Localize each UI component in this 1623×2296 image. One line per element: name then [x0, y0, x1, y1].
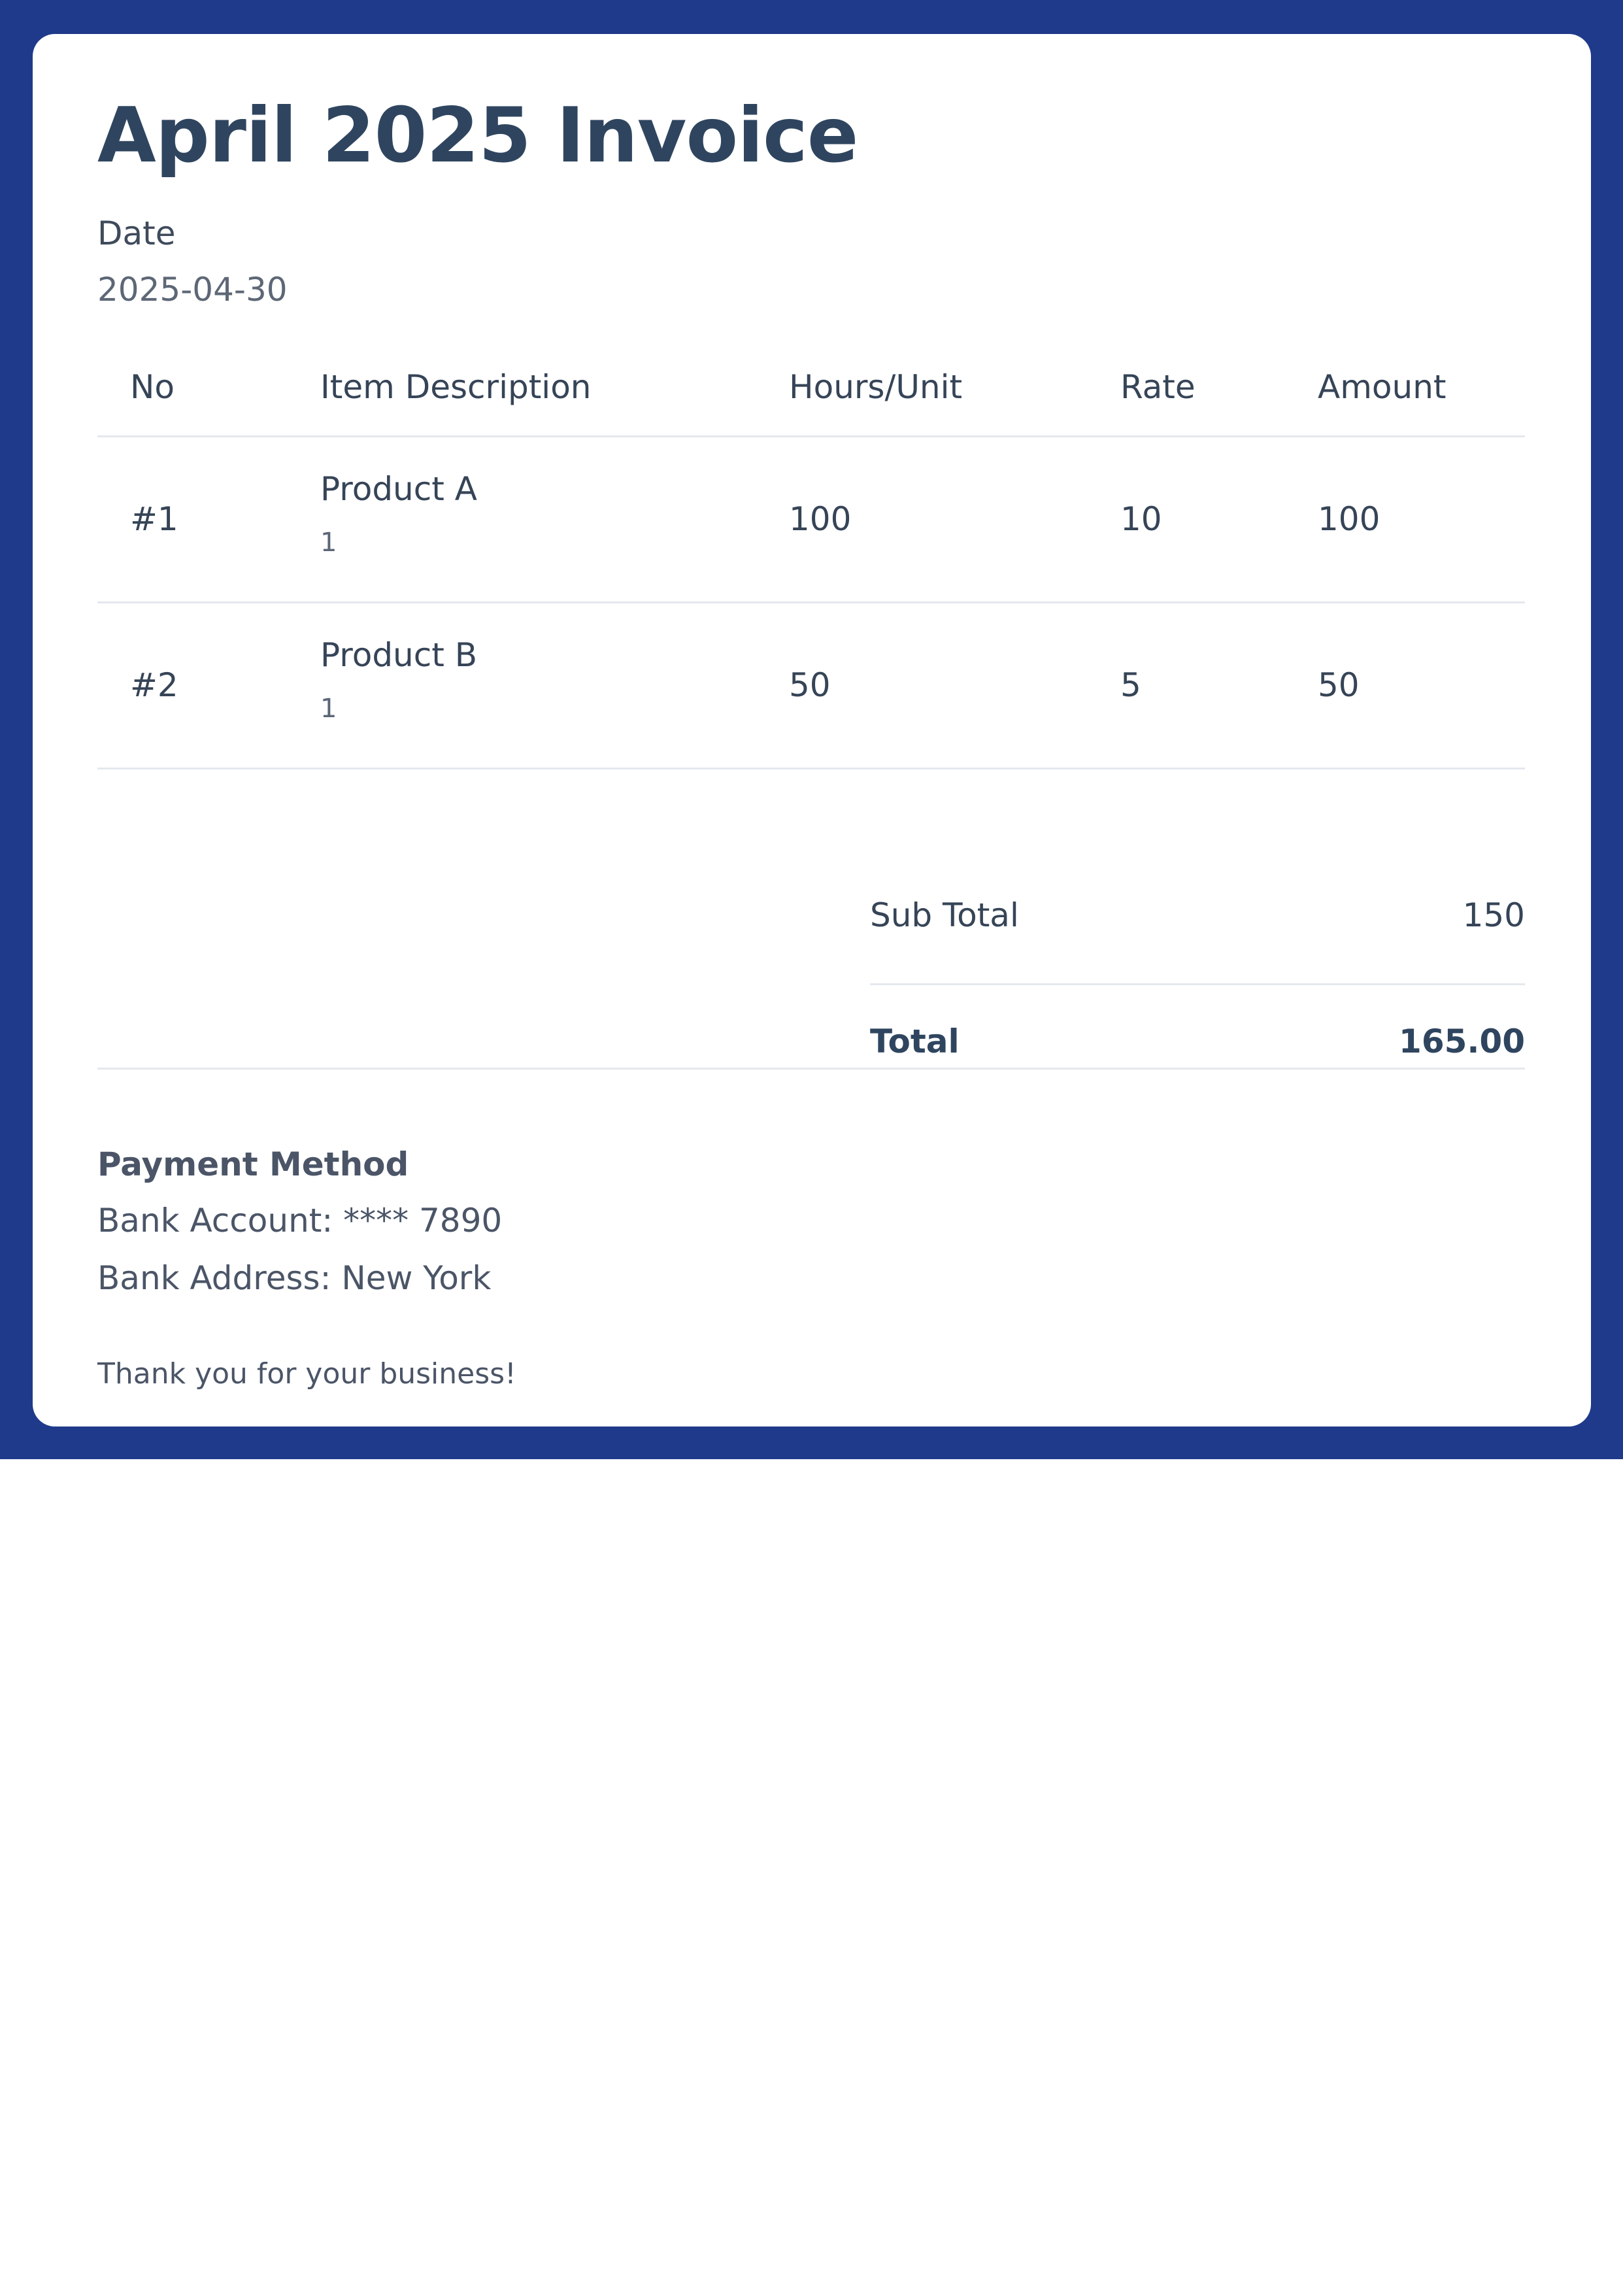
total-value: 165.00: [1399, 1022, 1525, 1060]
total-label: Total: [870, 1022, 960, 1060]
table-row: [97, 437, 1525, 603]
table-row: [97, 603, 1525, 769]
header-amount: Amount: [1318, 368, 1447, 406]
header-rate: Rate: [1120, 368, 1196, 406]
invoice-title: April 2025 Invoice: [97, 92, 858, 180]
item-detail: 1: [320, 528, 337, 558]
item-hours: 100: [789, 500, 852, 538]
totals-section: [97, 802, 1525, 1070]
subtotal-value: 150: [1462, 896, 1525, 934]
invoice-card: [33, 34, 1591, 1427]
bank-account: Bank Account: **** 7890: [97, 1202, 503, 1240]
item-name: Product B: [320, 636, 478, 674]
item-detail: 1: [320, 694, 337, 724]
header-hours-unit: Hours/Unit: [789, 368, 963, 406]
subtotal-label: Sub Total: [870, 896, 1019, 934]
header-no: No: [130, 368, 175, 406]
payment-method-title: Payment Method: [97, 1145, 409, 1183]
header-item-description: Item Description: [320, 368, 592, 406]
row-number: #2: [130, 666, 178, 704]
item-hours: 50: [789, 666, 831, 704]
invoice-table: [97, 341, 1525, 769]
bank-address: Bank Address: New York: [97, 1259, 492, 1297]
total-row: [870, 985, 1525, 1068]
item-rate: 10: [1120, 500, 1162, 538]
row-number: #1: [130, 500, 178, 538]
table-header-row: [97, 341, 1525, 437]
item-name: Product A: [320, 470, 477, 508]
item-amount: 50: [1318, 666, 1360, 704]
item-rate: 5: [1120, 666, 1141, 704]
invoice-content: [97, 34, 1525, 1427]
date-value: 2025-04-30: [97, 271, 288, 309]
thank-you-note: Thank you for your business!: [97, 1357, 516, 1391]
date-label: Date: [97, 214, 176, 252]
item-amount: 100: [1318, 500, 1380, 538]
subtotal-row: [870, 802, 1525, 985]
